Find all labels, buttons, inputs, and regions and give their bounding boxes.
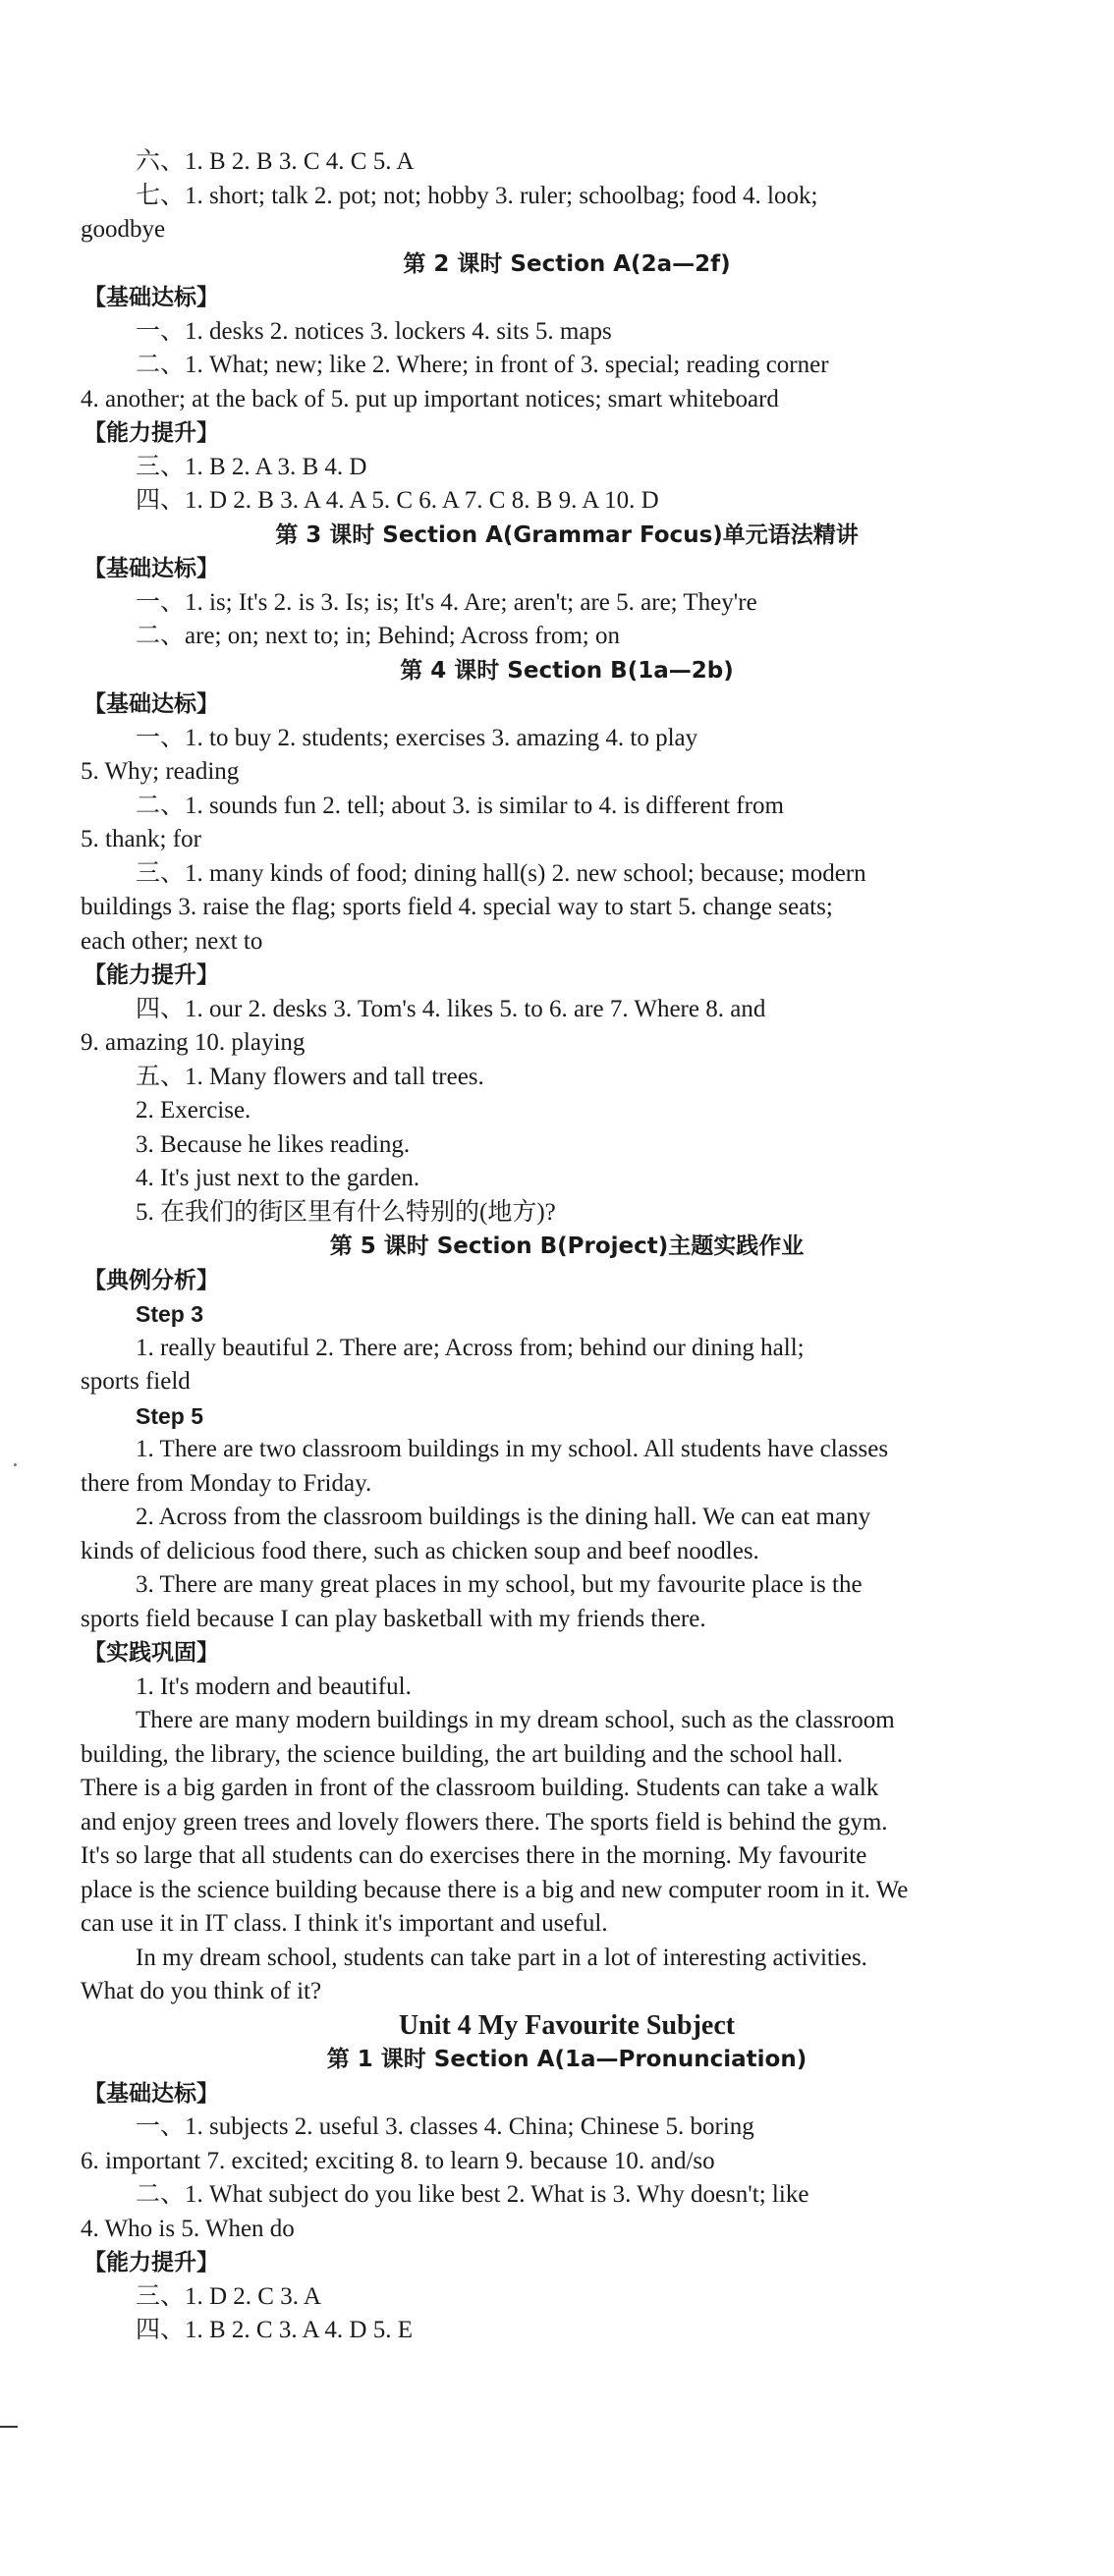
essay-line: and enjoy green trees and lovely flowers there. The sports field is behind the gym. — [81, 1808, 888, 1836]
answer-line: 二、1. What; new; like 2. Where; in front of 3. special; reading corner — [136, 352, 829, 378]
section-header: 【基础达标】 — [84, 2080, 219, 2107]
essay-line: building, the library, the science building, the art building and the school hall. — [81, 1740, 843, 1768]
essay-line: place is the science building because there is a big and new computer room in it. We — [81, 1876, 909, 1903]
answer-line: 三、1. many kinds of food; dining hall(s) 2. new school; because; modern — [136, 859, 866, 887]
section-header: 【基础达标】 — [84, 691, 219, 717]
scan-dot — [14, 1463, 17, 1466]
margin-mark — [0, 2426, 18, 2428]
answer-line: 二、1. What subject do you like best 2. What is 3. Why doesn't; like — [136, 2181, 809, 2208]
step-label: Step 5 — [136, 1402, 204, 1429]
section-header: 【典例分析】 — [84, 1267, 219, 1293]
answer-line: 一、1. desks 2. notices 3. lockers 4. sits 5. maps — [136, 317, 612, 345]
answer-line: 1. really beautiful 2. There are; Across from; behind our dining hall; — [136, 1334, 805, 1361]
answer-line: 三、1. B 2. A 3. B 4. D — [136, 453, 367, 480]
answer-line: sports field — [81, 1368, 191, 1395]
answer-line: 七、1. short; talk 2. pot; not; hobby 3. ruler; schoolbag; food 4. look; — [136, 182, 818, 209]
answer-line: 四、1. B 2. C 3. A 4. D 5. E — [136, 2317, 413, 2343]
answer-line: 2. Across from the classroom buildings is the dining hall. We can eat many — [136, 1504, 871, 1530]
answer-line: 5. Why; reading — [81, 758, 240, 785]
essay-line: It's so large that all students can do exercises there in the morning. My favourite — [81, 1842, 867, 1869]
answer-line: 六、1. B 2. B 3. C 4. C 5. A — [136, 148, 415, 175]
answer-line: there from Monday to Friday. — [81, 1469, 372, 1497]
lesson-title: 第 4 课时 Section B(1a—2b) — [400, 657, 734, 684]
answer-line: 一、1. to buy 2. students; exercises 3. amazing 4. to play — [136, 724, 698, 751]
section-header: 【基础达标】 — [84, 556, 219, 581]
answer-line: 3. Because he likes reading. — [136, 1130, 411, 1158]
answer-line: 四、1. our 2. desks 3. Tom's 4. likes 5. to 6. are 7. Where 8. and — [136, 995, 766, 1022]
answer-line: kinds of delicious food there, such as chicken soup and beef noodles. — [81, 1537, 759, 1564]
answer-page — [81, 145, 1053, 2348]
lesson-title: 第 2 课时 Section A(2a—2f) — [403, 250, 731, 277]
section-header: 【能力提升】 — [84, 2250, 219, 2275]
answer-line: 二、1. sounds fun 2. tell; about 3. is similar to 4. is different from — [136, 792, 784, 819]
answer-line: 二、are; on; next to; in; Behind; Across from; on — [136, 623, 620, 649]
answer-line: 6. important 7. excited; exciting 8. to learn 9. because 10. and/so — [81, 2147, 715, 2174]
section-header: 【能力提升】 — [84, 962, 219, 988]
section-header: 【实践巩固】 — [84, 1640, 219, 1666]
answer-line: buildings 3. raise the flag; sports field 4. special way to start 5. change seats; — [81, 894, 833, 920]
answer-line: each other; next to — [81, 927, 263, 955]
answer-line: 5. thank; for — [81, 826, 201, 852]
lesson-title: 第 5 课时 Section B(Project)主题实践作业 — [329, 1233, 805, 1259]
answer-line: 四、1. D 2. B 3. A 4. A 5. C 6. A 7. C 8. B 9. A 10. D — [136, 487, 659, 514]
answer-line: goodbye — [81, 216, 166, 243]
essay-line: can use it in IT class. I think it's important and useful. — [81, 1910, 608, 1937]
answer-line: 1. It's modern and beautiful. — [136, 1672, 412, 1700]
answer-line: 4. Who is 5. When do — [81, 2215, 295, 2242]
essay-line: In my dream school, students can take part in a lot of interesting activities. — [136, 1944, 867, 1971]
answer-line: 5. 在我们的街区里有什么特别的(地方)? — [136, 1198, 556, 1226]
lesson-title: 第 1 课时 Section A(1a—Pronunciation) — [326, 2047, 808, 2072]
section-header: 【能力提升】 — [84, 420, 219, 446]
step-label: Step 3 — [136, 1301, 204, 1327]
answer-line: 一、1. subjects 2. useful 3. classes 4. China; Chinese 5. boring — [136, 2113, 754, 2140]
answer-line: 一、1. is; It's 2. is 3. Is; is; It's 4. Are; aren't; are 5. are; They're — [136, 588, 757, 616]
answer-line: 4. another; at the back of 5. put up important notices; smart whiteboard — [81, 385, 779, 412]
answer-line: sports field because I can play basketball with my friends there. — [81, 1605, 706, 1632]
answer-line: 五、1. Many flowers and tall trees. — [136, 1063, 484, 1090]
answer-line: 4. It's just next to the garden. — [136, 1165, 420, 1191]
unit-title: Unit 4 My Favourite Subject — [398, 2009, 736, 2041]
lesson-title: 第 3 课时 Section A(Grammar Focus)单元语法精讲 — [275, 521, 859, 548]
answer-line: 1. There are two classroom buildings in my school. All students have classes — [136, 1436, 889, 1462]
answer-line: 三、1. D 2. C 3. A — [136, 2282, 321, 2310]
essay-line: There are many modern buildings in my dream school, such as the classroom — [136, 1707, 895, 1733]
section-header: 【基础达标】 — [84, 285, 219, 310]
essay-line: There is a big garden in front of the classroom building. Students can take a walk — [81, 1775, 879, 1801]
answer-line: 9. amazing 10. playing — [81, 1029, 306, 1056]
answer-line: 2. Exercise. — [136, 1097, 251, 1124]
essay-line: What do you think of it? — [81, 1978, 322, 2004]
answer-line: 3. There are many great places in my school, but my favourite place is the — [136, 1571, 863, 1598]
